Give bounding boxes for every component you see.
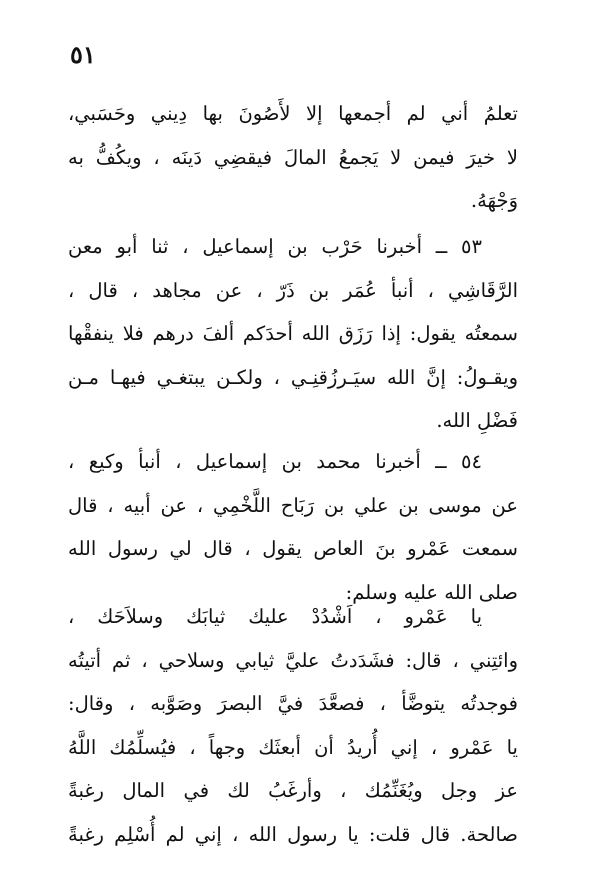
text-line: تعلمُ أني لم أجمعها إلا لأَصُونَ بها دِيني وحَسَبي، xyxy=(68,102,518,125)
text-line: صالحة. قال قلت: يا رسول الله ، إني لم أُسْلِم رغبةً xyxy=(68,822,518,846)
text-line: ٥٣ ــ أخبرنا حَرْب بن إسماعيل ، ثنا أبو معن xyxy=(68,235,482,258)
text-line: يا عَمْرو ، إني أُريدُ أن أبعثَك وجهاً ، فيُسلِّمُك اللَّهُ xyxy=(68,735,518,759)
text-line: عز وجل ويُغَنِّمُك ، وأرغَبُ لك في المال رغبةً xyxy=(68,779,518,802)
paragraph-53 xyxy=(68,225,518,443)
text-line: فَضْلِ الله. xyxy=(436,409,518,432)
text-line: ٥٤ ــ أخبرنا محمد بن إسماعيل ، أنبأ وكيع ، xyxy=(68,450,482,473)
text-line: لا خيرَ فيمن لا يَجمعُ المالَ فيقضِي دَينَه ، ويكُفُّ به xyxy=(68,145,518,169)
text-line: صلى الله عليه وسلم: xyxy=(345,580,518,604)
text-line: وائتِني ، قال: فشَدَدتُ عليَّ ثيابي وسلاحي ، ثم أتيتُه xyxy=(68,648,518,672)
text-line: فوجدتُه يتوضَّأ ، فصعَّدَ فيَّ البصرَ وصَوَّبه ، وقال: xyxy=(68,692,518,715)
text-line: ويقـولُ: إنَّ الله سيَـرزُقنِـي ، ولكـن يبتغـي فيهـا مـن xyxy=(68,365,518,389)
text-line: الرَّقَاشِي ، أنبأ عُمَر بن ذَرّ ، عن مجاهد ، قال ، xyxy=(68,278,518,302)
paragraph-hadith xyxy=(68,595,518,856)
paragraph-54 xyxy=(68,440,518,614)
text-line: سمعتُه يقول: إذا رَزَق الله أحدَكم ألفَ درهم فلا ينفقْها xyxy=(68,322,518,345)
paragraph-1 xyxy=(68,92,518,223)
page-number: ٥١ xyxy=(70,40,96,69)
text-line: يا عَمْرو ، اَشْدُدْ عليك ثيابَك وسلاَحَك ، xyxy=(68,605,482,628)
text-line: سمعت عَمْرو بنَ العاص يقول ، قال لي رسول الله xyxy=(68,537,518,560)
text-line: وَجْهَهُ. xyxy=(470,189,518,212)
text-line: عن موسى بن علي بن رَبَاح اللَّخْمِي ، عن أبيه ، قال xyxy=(68,493,518,517)
